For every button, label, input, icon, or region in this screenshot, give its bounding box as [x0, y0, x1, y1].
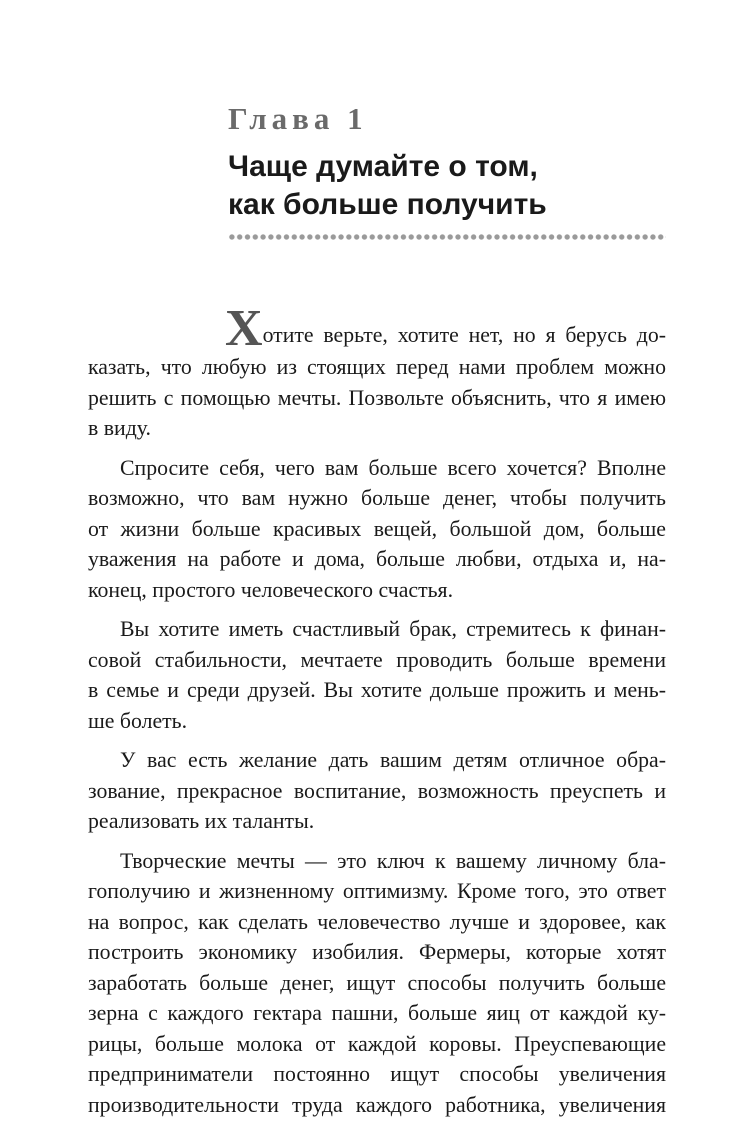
- paragraph-line: Творческие мечты — это ключ к вашему личному бла-: [120, 848, 666, 873]
- paragraph-line: заработать больше денег, ищут способы получить больше: [88, 970, 666, 995]
- paragraph-line: в семье и среди друзей. Вы хотите дольше прожить и мень-: [88, 678, 666, 702]
- drop-cap: Х: [225, 300, 263, 357]
- paragraph-line: возможно, что вам нужно больше денег, чтобы получить: [88, 486, 666, 510]
- paragraph: [88, 745, 666, 837]
- paragraph-line: реализовать их таланты.: [88, 809, 315, 833]
- paragraph-line: производительности труда каждого работника, увеличения: [88, 1092, 666, 1117]
- paragraph-line: зование, прекрасное воспитание, возможность преуспеть и: [88, 778, 666, 803]
- paragraph-line: уважения на работе и дома, больше любви, отдыха и, на-: [88, 547, 666, 571]
- paragraph-line: рицы, больше молока от каждой коровы. Преуспевающие: [88, 1031, 666, 1056]
- paragraph-line: в виду.: [88, 416, 151, 440]
- paragraph-line: [88, 300, 666, 357]
- paragraph-line: гополучию и жизненному оптимизму. Кроме того, это ответ: [88, 879, 666, 903]
- chapter-title: [228, 148, 547, 224]
- paragraph-line: предприниматели постоянно ищут способы увеличения: [88, 1062, 666, 1086]
- paragraph-line: совой стабильности, мечтаете проводить больше времени: [88, 647, 666, 672]
- paragraph-line: Вы хотите иметь счастливый брак, стремитесь к финан-: [120, 617, 666, 641]
- chapter-title-line: Чаще думайте о том,: [228, 150, 538, 183]
- chapter-title-line: как больше получить: [228, 188, 547, 221]
- paragraph-line: построить экономику изобилия. Фермеры, которые хотят: [88, 940, 666, 964]
- paragraph-line: решить с помощью мечты. Позвольте объяснить, что я имею: [88, 385, 666, 410]
- paragraph: [88, 614, 666, 736]
- paragraph: [88, 846, 666, 1121]
- paragraph-line: на вопрос, как сделать человечество лучше и здоровее, как: [88, 909, 666, 934]
- paragraph-line: от жизни больше красивых вещей, большой дом, больше: [88, 516, 666, 541]
- paragraph: [88, 453, 666, 606]
- body-text: [88, 300, 666, 1129]
- paragraph-line: казать, что любую из стоящих перед нами проблем можно: [88, 355, 666, 379]
- paragraph-line: У вас есть желание дать вашим детям отличное обра-: [120, 748, 666, 772]
- paragraph: [88, 300, 666, 444]
- paragraph-line: ше болеть.: [88, 708, 188, 733]
- dotted-divider: [228, 232, 666, 242]
- paragraph-line-text: отите верьте, хотите нет, но я берусь до-: [262, 323, 666, 347]
- paragraph-line: зерна с каждого гектара пашни, больше яиц от каждой ку-: [88, 1001, 666, 1025]
- paragraph-line: конец, простого человеческого счастья.: [88, 577, 454, 602]
- chapter-label: Глава 1: [228, 101, 368, 136]
- paragraph-line: Спросите себя, чего вам больше всего хочется? Вполне: [120, 455, 666, 480]
